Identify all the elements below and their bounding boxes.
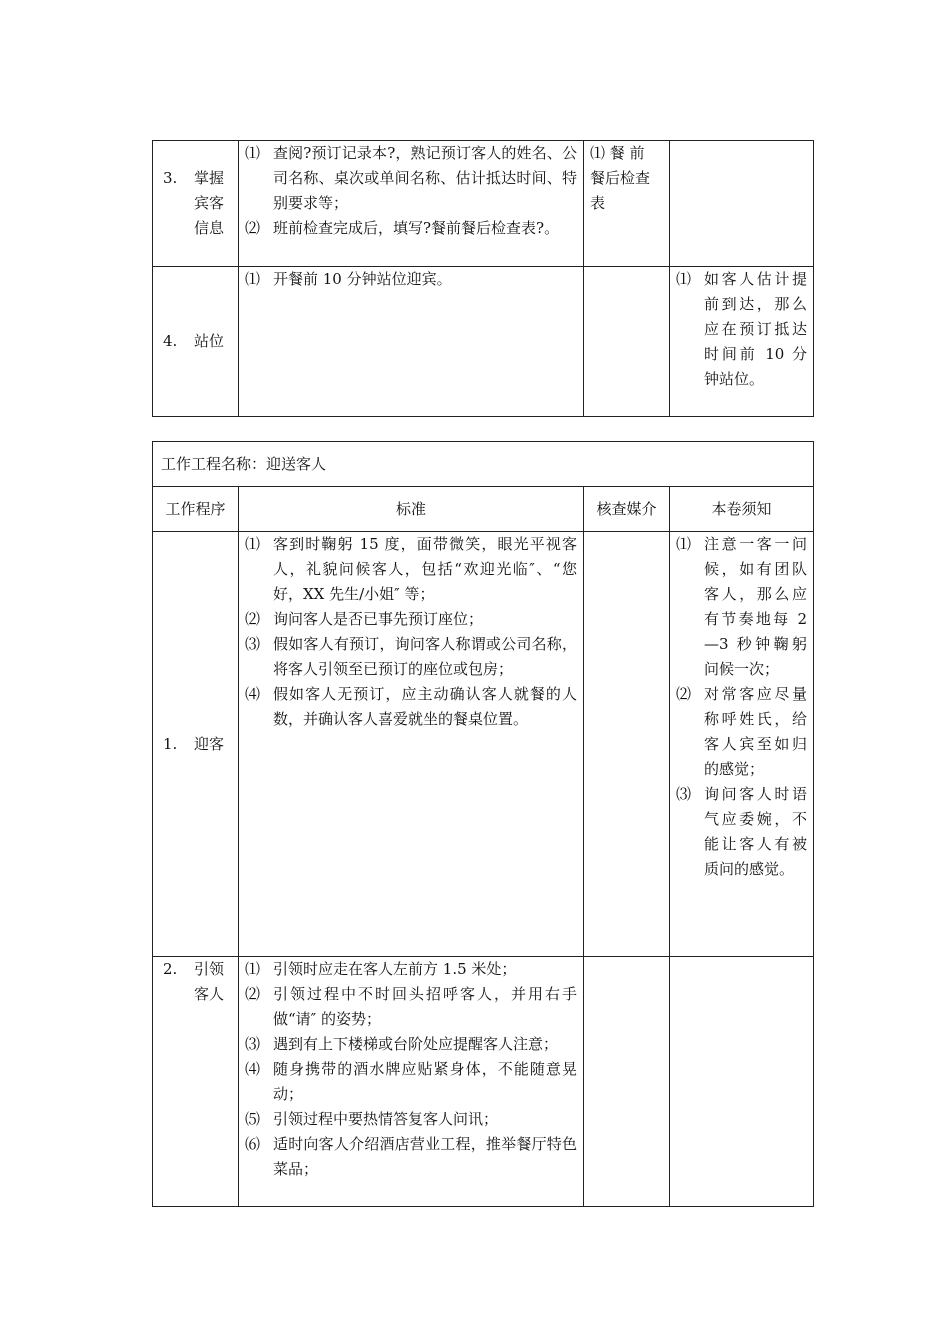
list-item: ⑶ 假如客人有预订，询问客人称谓或公司名称，将客人引领至已预订的座位或包房； [245, 635, 577, 678]
list-item: ⑵ 对常客应尽量称呼姓氏，给客人宾至如归的感觉； [676, 685, 808, 778]
standard-cell [239, 267, 584, 417]
list-item: ⑴ 引领时应走在客人左前方 1.5 米处； [245, 960, 517, 978]
list-item: ⑶ 遇到有上下楼梯或台阶处应提醒客人注意； [245, 1035, 559, 1053]
procedure-cell [153, 141, 239, 267]
step-number: 1. [163, 734, 178, 753]
list-item: ⑴ 客到时鞠躬 15 度，面带微笑，眼光平视客人，礼貌问候客人，包括“欢迎光临″、“您好，XX 先生/小姐″ 等； [245, 535, 577, 603]
header-standard: 标准 [239, 487, 584, 532]
list-item: ⑴ 开餐前 10 分钟站位迎宾。 [245, 270, 452, 288]
table-row [153, 532, 814, 957]
media-cell [584, 532, 670, 957]
project-title-row [153, 442, 814, 487]
step-number: 2. [163, 960, 178, 978]
procedure-cell [153, 957, 239, 1207]
notes-cell [670, 957, 814, 1207]
procedure-table-welcome-guests [152, 441, 814, 1207]
media-cell [584, 267, 670, 417]
standard-cell [239, 532, 584, 957]
table-row [153, 141, 814, 267]
header-row [153, 487, 814, 532]
step-name: 引领客人 [194, 960, 225, 1003]
project-title: 工作工程名称：迎送客人 [153, 442, 814, 487]
list-item: ⑴ 查阅?预订记录本?，熟记预订客人的姓名、公司名称、桌次或单间名称、估计抵达时间、特别要求等； [245, 144, 577, 212]
list-item: ⑵ 引领过程中不时回头招呼客人，并用右手做“请″ 的姿势； [245, 985, 577, 1028]
step-number: 3. [163, 169, 178, 187]
list-item: ⑴ 如客人估计提前到达，那么应在预订抵达时间前 10 分钟站位。 [676, 270, 807, 388]
header-procedure: 工作程序 [153, 487, 239, 532]
notes-cell [670, 532, 814, 957]
step-name: 迎客 [194, 734, 225, 753]
list-item: ⑴ 注意一客一问候，如有团队客人，那么应有节奏地每 2—3 秒钟鞠躬问候一次； [676, 535, 808, 678]
procedure-table-continued [152, 140, 814, 417]
list-item: ⑸ 引领过程中要热情答复客人问讯； [245, 1110, 499, 1128]
step-name: 掌握宾客信息 [194, 169, 225, 237]
standard-cell [239, 141, 584, 267]
table-row [153, 957, 814, 1207]
procedure-cell [153, 532, 239, 957]
media-cell [584, 957, 670, 1207]
list-item: ⑹ 适时向客人介绍酒店营业工程，推举餐厅特色菜品； [245, 1135, 577, 1178]
media-cell: ⑴ 餐 前 餐后检查表 [584, 141, 670, 267]
header-media: 核查媒介 [584, 487, 670, 532]
table-row [153, 267, 814, 417]
list-item: ⑶ 询问客人时语气应委婉，不能让客人有被质问的感觉。 [676, 785, 808, 878]
list-item: ⑵ 询问客人是否已事先预订座位； [245, 610, 484, 628]
procedure-cell [153, 267, 239, 417]
step-name: 站位 [194, 332, 225, 350]
list-item: ⑷ 随身携带的酒水牌应贴紧身体，不能随意晃动； [245, 1060, 577, 1103]
step-number: 4. [163, 332, 178, 350]
header-notes: 本卷须知 [670, 487, 814, 532]
list-item: ⑵ 班前检查完成后，填写?餐前餐后检查表?。 [245, 219, 560, 237]
standard-cell [239, 957, 584, 1207]
notes-cell [670, 267, 814, 417]
list-item: ⑷ 假如客人无预订，应主动确认客人就餐的人数，并确认客人喜爱就坐的餐桌位置。 [245, 685, 577, 728]
notes-cell [670, 141, 814, 267]
